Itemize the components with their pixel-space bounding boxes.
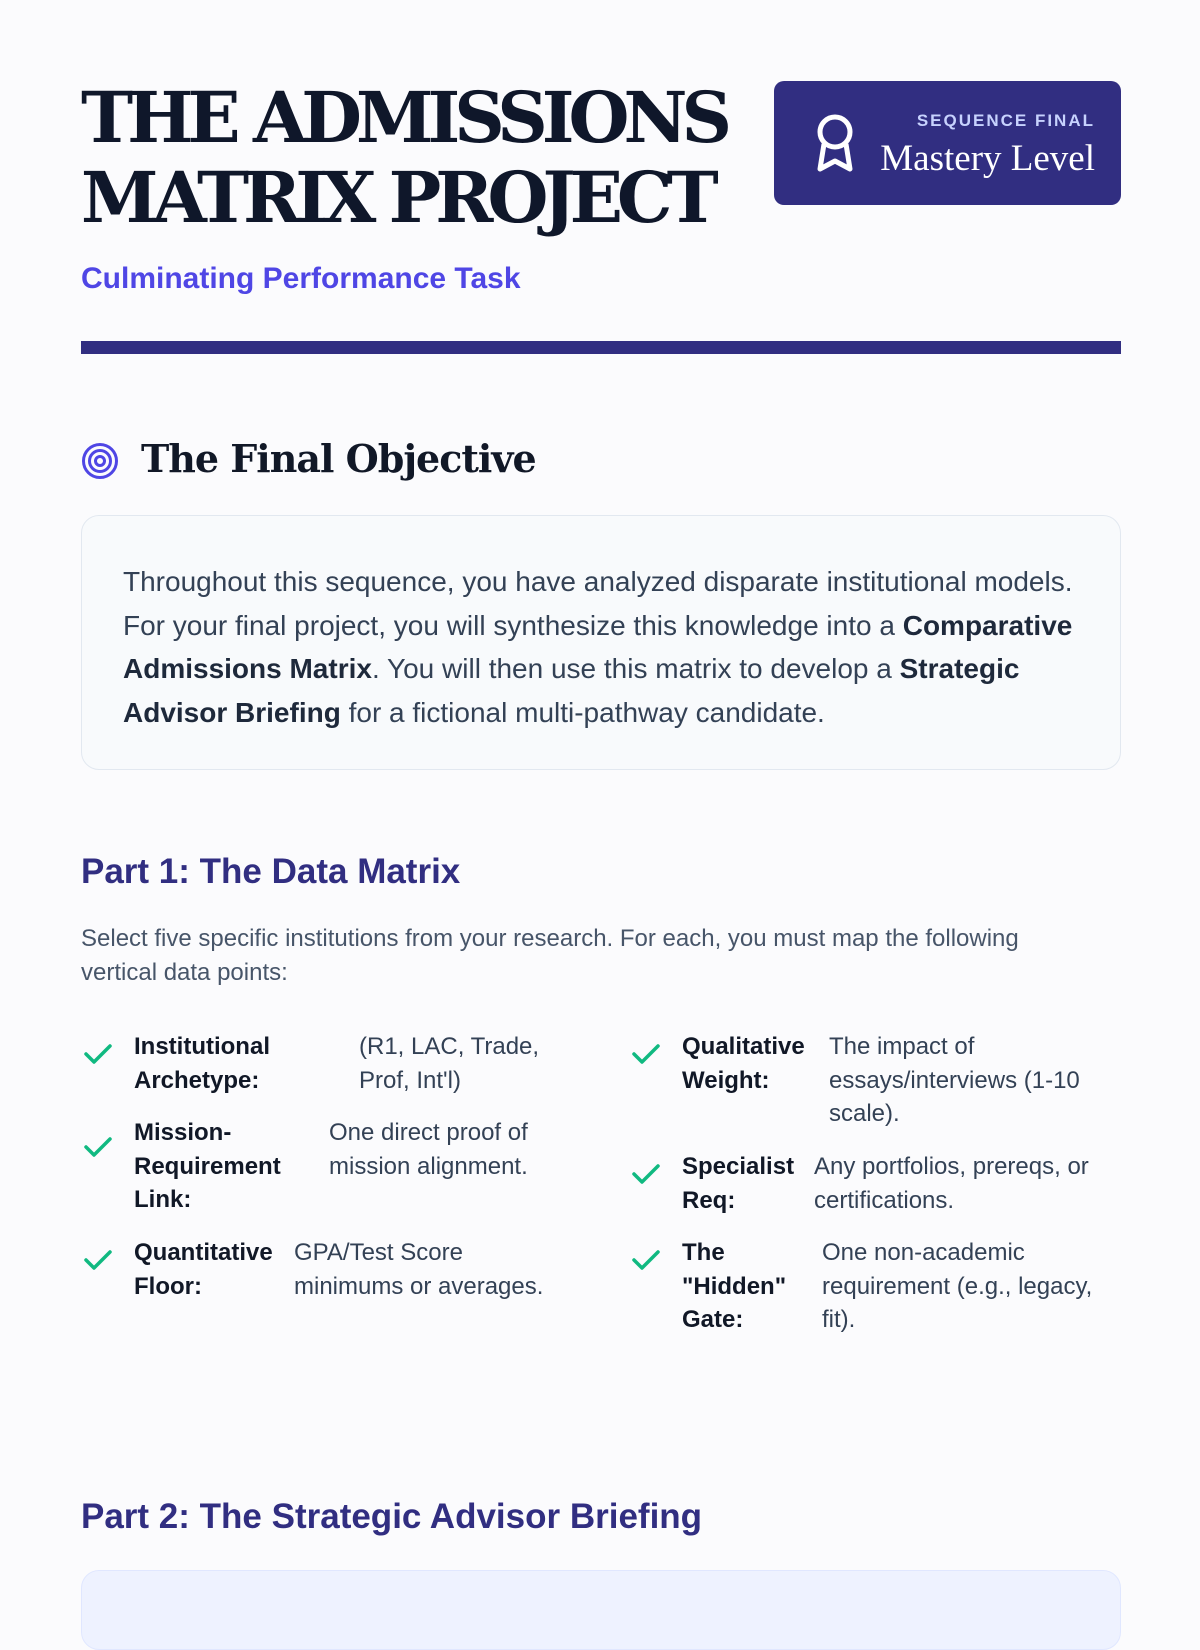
check-icon (629, 1157, 663, 1191)
part1-intro: Select five specific institutions from your research. For each, you must map the following vertical data points: (81, 925, 1019, 986)
award-ribbon-icon (812, 111, 858, 175)
check-icon (81, 1130, 115, 1164)
matrix-item-desc: GPA/Test Score minimums or averages. (294, 1239, 544, 1300)
title-line-2: MATRIX PROJECT (81, 156, 713, 239)
part1-title: Part 1: The Data Matrix (81, 852, 461, 891)
matrix-item-label: Specialist Req: (682, 1153, 795, 1214)
check-icon (81, 1037, 115, 1071)
objective-text-3: for a fictional multi-pathway candidate. (340, 696, 825, 728)
list-item (81, 1116, 581, 1217)
document-header (81, 0, 1121, 355)
badge-level: Mastery Level (880, 138, 1095, 179)
check-icon (629, 1243, 663, 1277)
objective-heading (81, 432, 1121, 492)
objective-bold-1: Comparative Admissions Matrix (123, 609, 1073, 684)
document-page (81, 0, 1121, 1536)
matrix-item-desc: Any portfolios, prereqs, or certifications. (814, 1153, 1089, 1214)
objective-text-1: Throughout this sequence, you have analyzed disparate institutional models. For your final project, you will synthesize this knowledge into a (123, 566, 1073, 641)
part2-box (81, 1570, 1121, 1650)
matrix-item-label: Mission-Requirement Link: (134, 1119, 281, 1213)
part2-title: Part 2: The Strategic Advisor Briefing (81, 1497, 703, 1536)
list-item (81, 1030, 581, 1097)
matrix-item-label: Institutional Archetype: (134, 1033, 270, 1094)
document-subtitle: Culminating Performance Task (81, 262, 521, 295)
header-divider (81, 341, 1121, 354)
matrix-item-desc: (R1, LAC, Trade, Prof, Int'l) (359, 1033, 540, 1094)
objective-bold-2: Strategic Advisor Briefing (123, 653, 1020, 728)
objective-text-2: . You will then use this matrix to develop a (371, 653, 900, 684)
data-matrix-list (81, 1030, 1121, 1350)
document-title (81, 78, 761, 238)
badge-kicker: SEQUENCE FINAL (916, 111, 1095, 130)
matrix-item-label: Quantitative Floor: (134, 1239, 273, 1300)
mastery-badge (774, 81, 1121, 205)
matrix-item-desc: One direct proof of mission alignment. (329, 1119, 528, 1180)
list-item (629, 1030, 1121, 1131)
objective-title: The Final Objective (141, 436, 536, 481)
target-icon (81, 442, 119, 480)
matrix-item-label: Qualitative Weight: (682, 1033, 805, 1094)
check-icon (81, 1243, 115, 1277)
objective-box (81, 515, 1121, 770)
matrix-item-label: The "Hidden" Gate: (682, 1239, 787, 1333)
list-item (629, 1236, 1121, 1337)
list-item (81, 1236, 581, 1303)
list-item (629, 1150, 1121, 1217)
title-line-1: THE ADMISSIONS (81, 76, 727, 159)
matrix-item-desc: The impact of essays/interviews (1-10 scale). (829, 1033, 1080, 1127)
matrix-item-desc: One non-academic requirement (e.g., legacy, fit). (822, 1239, 1093, 1333)
check-icon (629, 1037, 663, 1071)
